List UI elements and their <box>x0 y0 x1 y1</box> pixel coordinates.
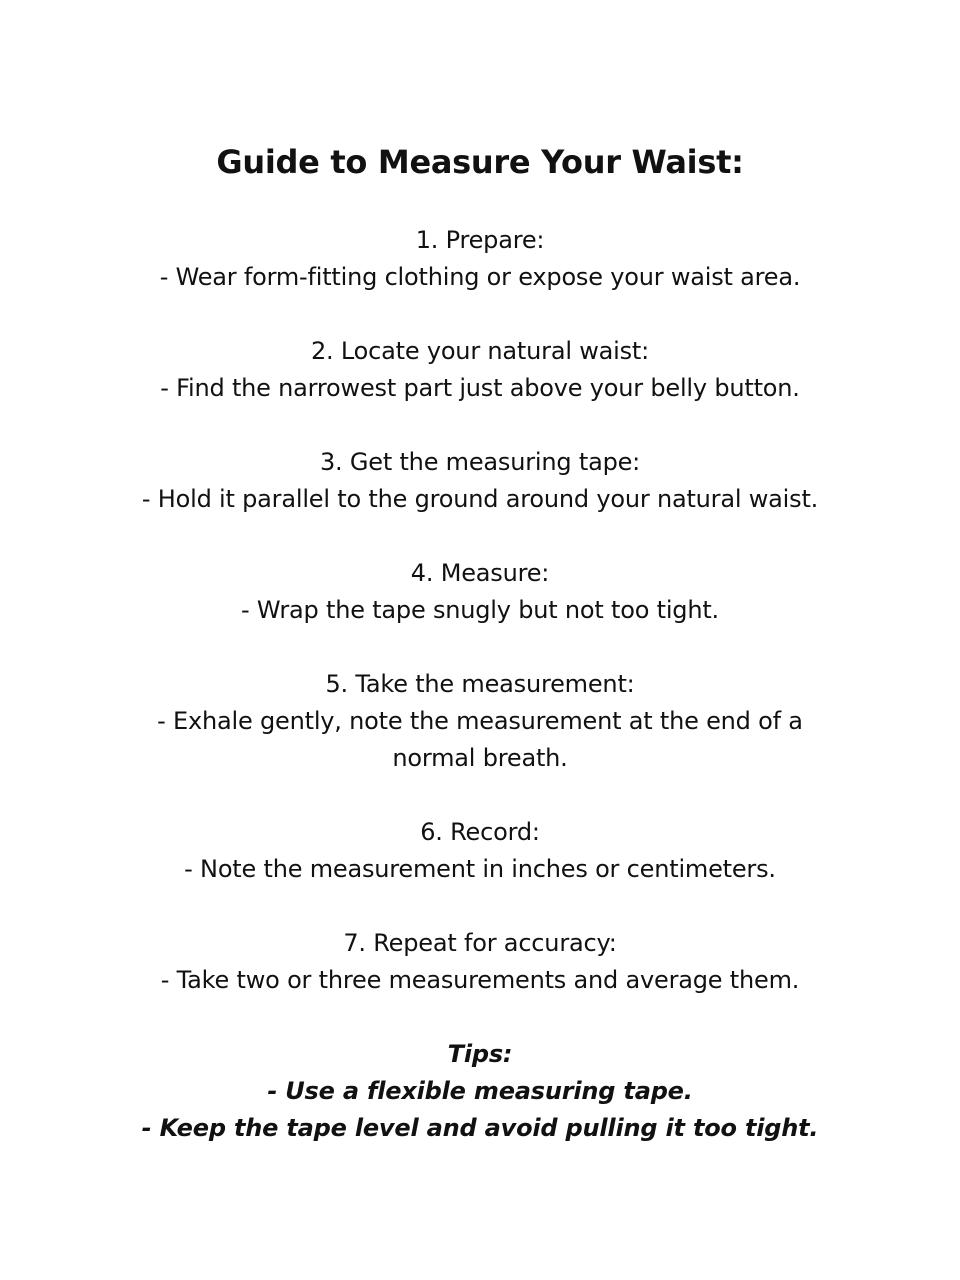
step-heading: 2. Locate your natural waist: <box>310 337 650 365</box>
tips-heading: Tips: <box>447 1040 513 1068</box>
step-detail: - Hold it parallel to the ground around your natural waist. <box>141 485 819 513</box>
step-1 <box>0 222 960 296</box>
step-heading: 6. Record: <box>420 818 540 846</box>
step-3 <box>0 444 960 518</box>
step-detail: - Take two or three measurements and average them. <box>160 966 800 994</box>
page-title: Guide to Measure Your Waist: <box>216 143 744 181</box>
step-7 <box>0 925 960 999</box>
step-detail: - Wrap the tape snugly but not too tight. <box>241 596 719 624</box>
step-2 <box>0 333 960 407</box>
step-heading: 4. Measure: <box>410 559 550 587</box>
step-heading: 5. Take the measurement: <box>325 670 635 698</box>
step-detail: - Note the measurement in inches or centimeters. <box>184 855 776 883</box>
step-6 <box>0 814 960 888</box>
step-detail: - Wear form-fitting clothing or expose your waist area. <box>159 263 801 291</box>
steps-list <box>0 222 960 1036</box>
step-heading: 1. Prepare: <box>415 226 545 254</box>
step-5 <box>0 666 960 777</box>
step-detail: - Exhale gently, note the measurement at the end of a normal breath. <box>157 707 803 772</box>
step-4 <box>0 555 960 629</box>
step-detail: - Find the narrowest part just above your belly button. <box>160 374 800 402</box>
step-heading: 3. Get the measuring tape: <box>319 448 641 476</box>
tip-item: - Keep the tape level and avoid pulling it too tight. <box>141 1114 819 1142</box>
tips-section <box>0 1036 960 1147</box>
step-heading: 7. Repeat for accuracy: <box>343 929 617 957</box>
tip-item: - Use a flexible measuring tape. <box>267 1077 693 1105</box>
